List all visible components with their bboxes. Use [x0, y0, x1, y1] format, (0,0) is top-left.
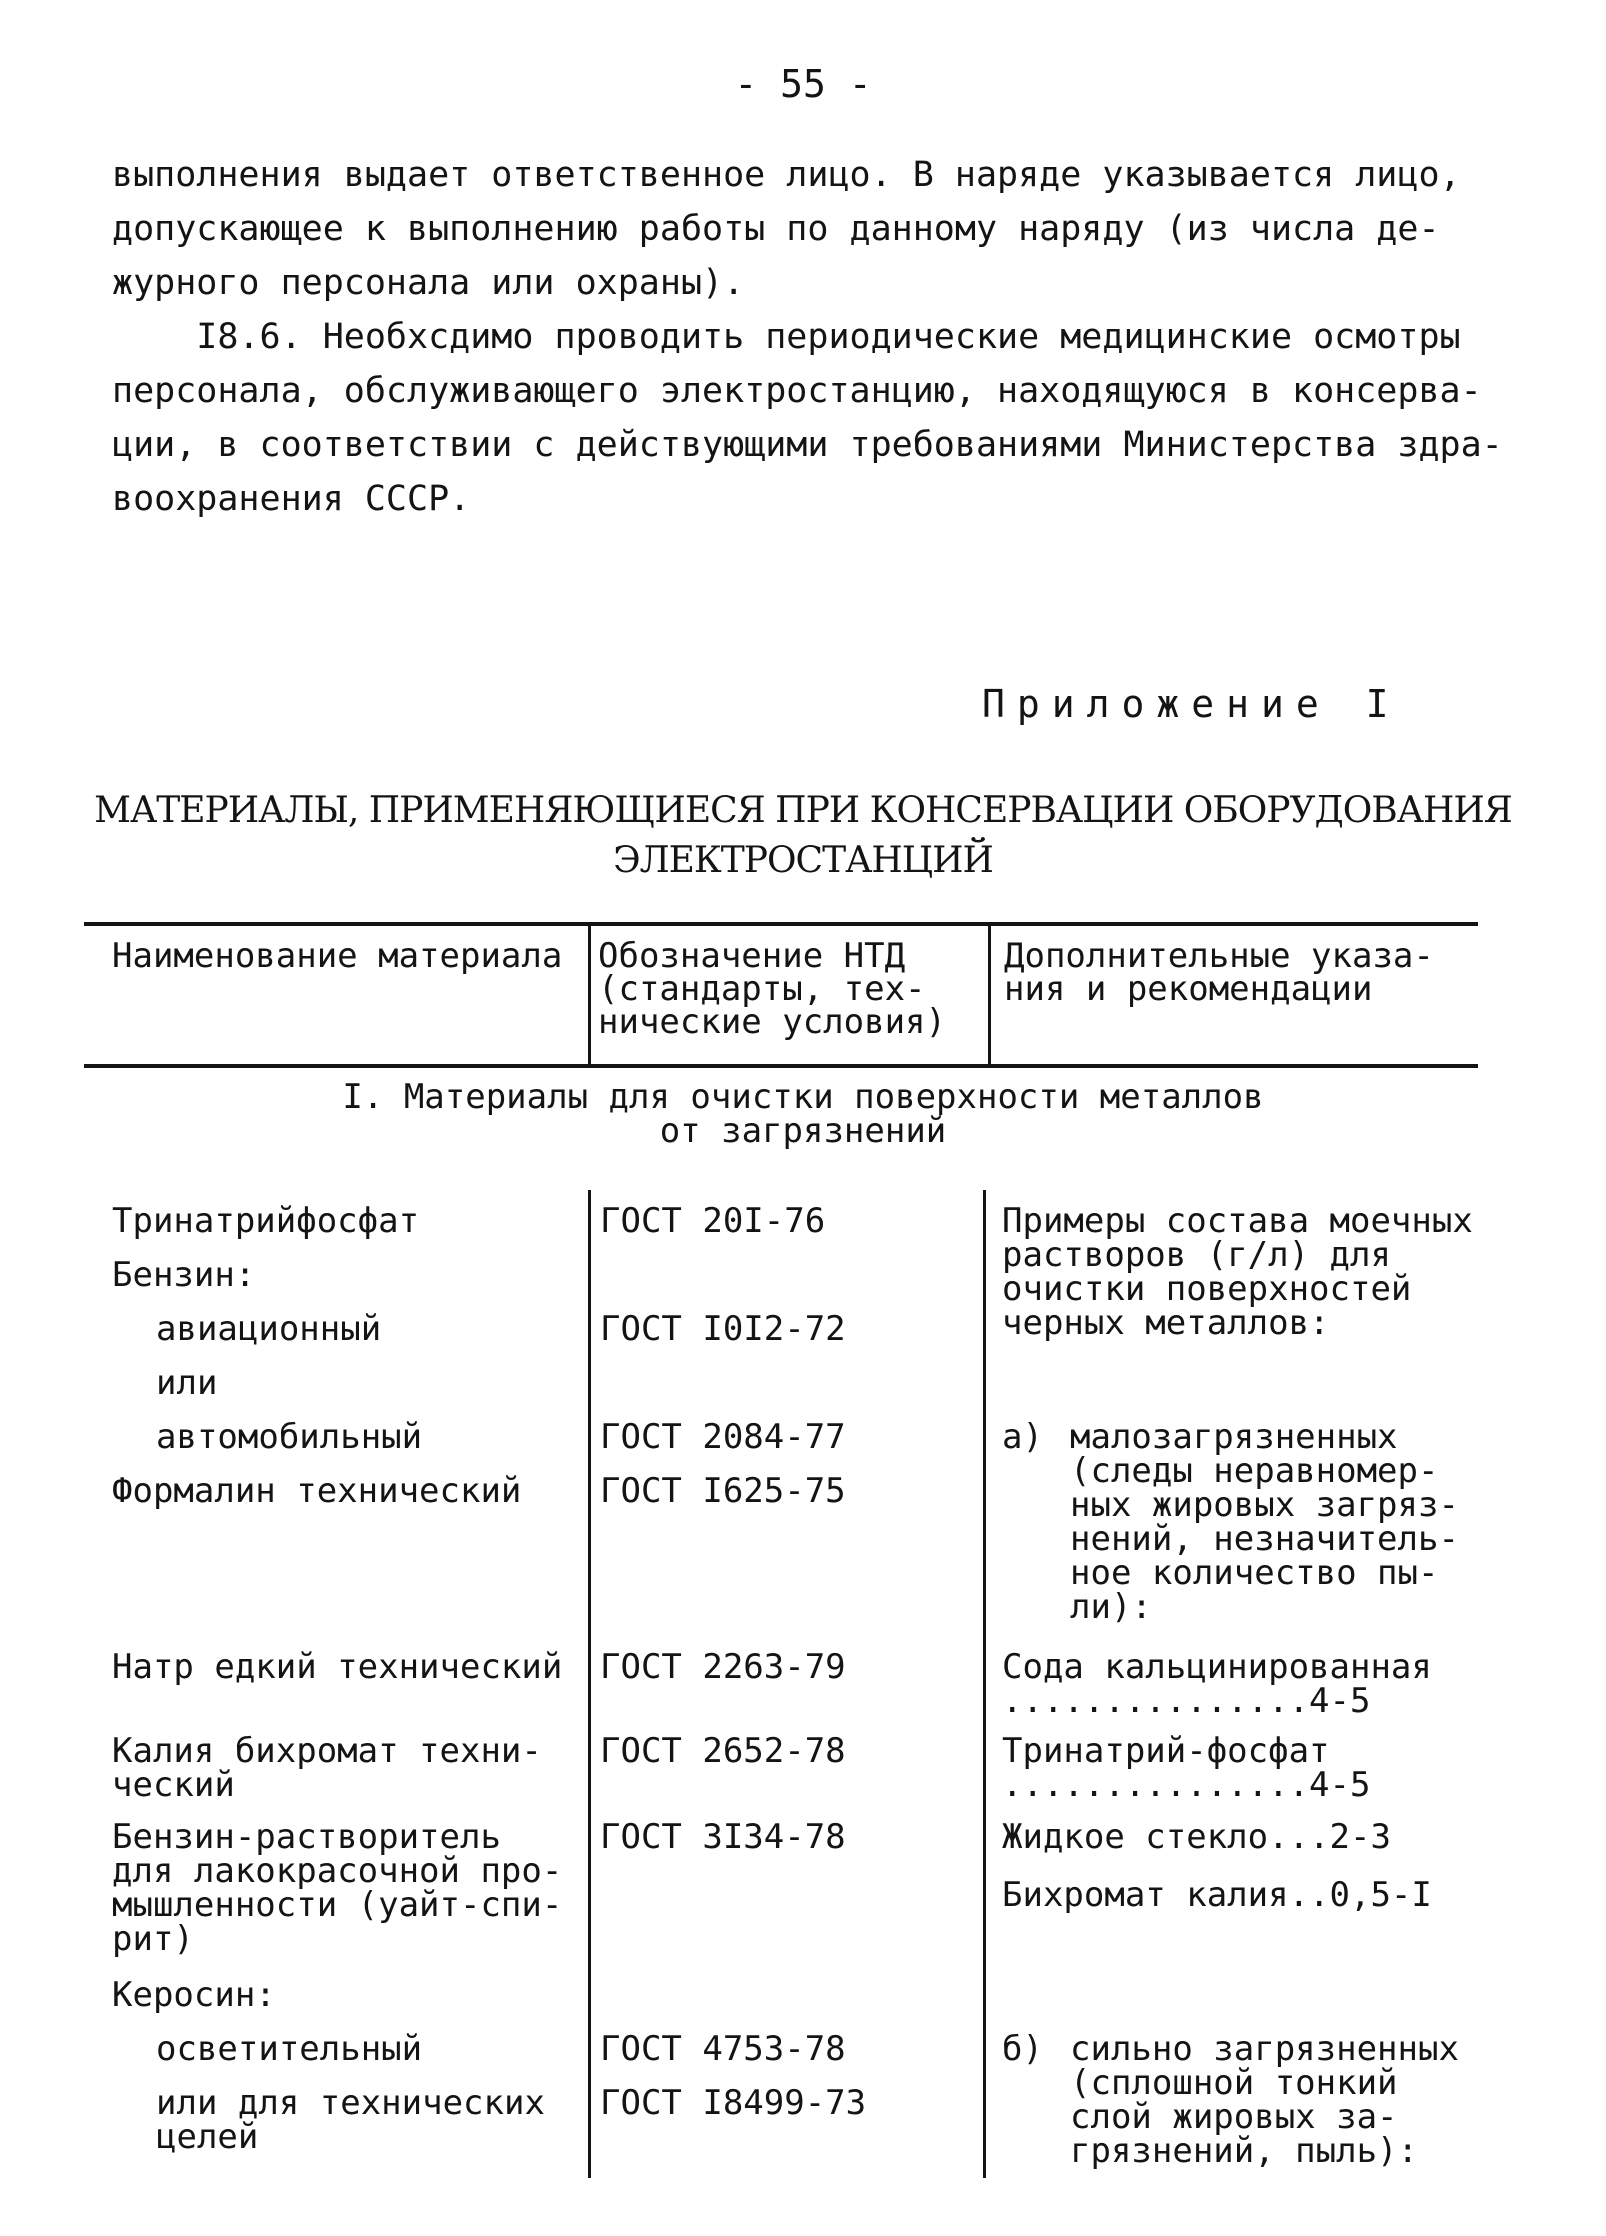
- standard-gost-2263-79: ГОСТ 2263-79: [600, 1647, 846, 1687]
- standard-gost-4753-78: ГОСТ 4753-78: [600, 2029, 846, 2069]
- recommendation-trisodium-phosphate: Тринатрий-фосфат ...............4-5: [1002, 1731, 1371, 1805]
- recommendation-potassium-dichromate: Бихромат калия..0,5-I: [1002, 1875, 1432, 1915]
- section-title: I. Материалы для очистки поверхности металлов от загрязнений: [342, 1077, 1264, 1151]
- recommendation-soda-ash: Сода кальцинированная ...............4-5: [1002, 1647, 1432, 1721]
- appendix-label: Приложение I: [982, 682, 1401, 726]
- material-gasoline: Бензин:: [112, 1255, 256, 1295]
- standard-gost-2652-78: ГОСТ 2652-78: [600, 1731, 846, 1771]
- material-gasoline-automobile: автомобильный: [156, 1417, 423, 1457]
- recommendation-a-marker: а): [1002, 1417, 1043, 1457]
- clause-paragraph-line-1: I8.6. Необхсдимо проводить периодические медицинские осмотры: [112, 317, 1461, 357]
- intro-paragraph-line-3: журного персонала или охраны).: [112, 263, 745, 303]
- recommendation-b-heavily-soiled: сильно загрязненных (сплошной тонкий слой жировых за- грязнений, пыль):: [1070, 2029, 1459, 2171]
- table-header-rule: [84, 1064, 1478, 1068]
- material-gasoline-aviation: авиационный: [156, 1309, 382, 1349]
- material-gasoline-or: или: [156, 1363, 218, 1403]
- material-kerosene-technical: или для технических целей: [156, 2083, 545, 2157]
- table-title-line-2: ЭЛЕКТРОСТАНЦИЙ: [613, 840, 993, 881]
- header-standard-designation: Обозначение НТД (стандарты, тех- нические условия): [598, 936, 946, 1042]
- body-divider-1: [588, 1190, 591, 2178]
- material-kerosene-lighting: осветительный: [156, 2029, 423, 2069]
- material-white-spirit: Бензин-растворитель для лакокрасочной про- мышленности (уайт-спи- рит): [112, 1817, 563, 1959]
- standard-gost-1625-75: ГОСТ I625-75: [600, 1471, 846, 1511]
- intro-paragraph-line-2: допускающее к выполнению работы по данному наряду (из числа де-: [112, 209, 1440, 249]
- page-number: - 55 -: [734, 62, 872, 106]
- recommendation-liquid-glass: Жидкое стекло...2-3: [1002, 1817, 1391, 1857]
- recommendation-examples: Примеры состава моечных растворов (г/л) для очистки поверхностей черных металлов:: [1002, 1201, 1473, 1343]
- standard-gost-2084-77: ГОСТ 2084-77: [600, 1417, 846, 1457]
- clause-paragraph-line-3: ции, в соответствии с действующими требованиями Министерства здра-: [112, 425, 1503, 465]
- table-top-rule: [84, 922, 1478, 926]
- clause-paragraph-line-2: персонала, обслуживающего электростанцию, находящуюся в консерва-: [112, 371, 1482, 411]
- material-formalin: Формалин технический: [112, 1471, 522, 1511]
- material-trisodium-phosphate: Тринатрийфосфат: [112, 1201, 420, 1241]
- body-divider-2: [983, 1190, 986, 2178]
- intro-paragraph-line-1: выполнения выдает ответственное лицо. В наряде указывается лицо,: [112, 155, 1461, 195]
- standard-gost-1012-72: ГОСТ I0I2-72: [600, 1309, 846, 1349]
- header-divider-2: [988, 926, 991, 1064]
- standard-gost-18499-73: ГОСТ I8499-73: [600, 2083, 867, 2123]
- recommendation-a-lightly-soiled: малозагрязненных (следы неравномер- ных жировых загряз- нений, незначитель- ное количество пы- ли):: [1070, 1417, 1459, 1627]
- table-title-line-1: МАТЕРИАЛЫ, ПРИМЕНЯЮЩИЕСЯ ПРИ КОНСЕРВАЦИИ ОБОРУДОВАНИЯ: [94, 790, 1512, 831]
- standard-gost-201-76: ГОСТ 20I-76: [600, 1201, 826, 1241]
- header-material-name: Наименование материала: [112, 936, 563, 976]
- recommendation-b-marker: б): [1002, 2029, 1043, 2069]
- header-recommendations: Дополнительные указа- ния и рекомендации: [1004, 936, 1434, 1009]
- material-caustic-soda: Натр едкий технический: [112, 1647, 563, 1687]
- material-potassium-dichromate: Калия бихромат техни- ческий: [112, 1731, 542, 1805]
- clause-paragraph-line-4: воохранения СССР.: [112, 479, 471, 519]
- material-kerosene: Керосин:: [112, 1975, 276, 2015]
- standard-gost-3134-78: ГОСТ 3I34-78: [600, 1817, 846, 1857]
- header-divider-1: [588, 926, 591, 1064]
